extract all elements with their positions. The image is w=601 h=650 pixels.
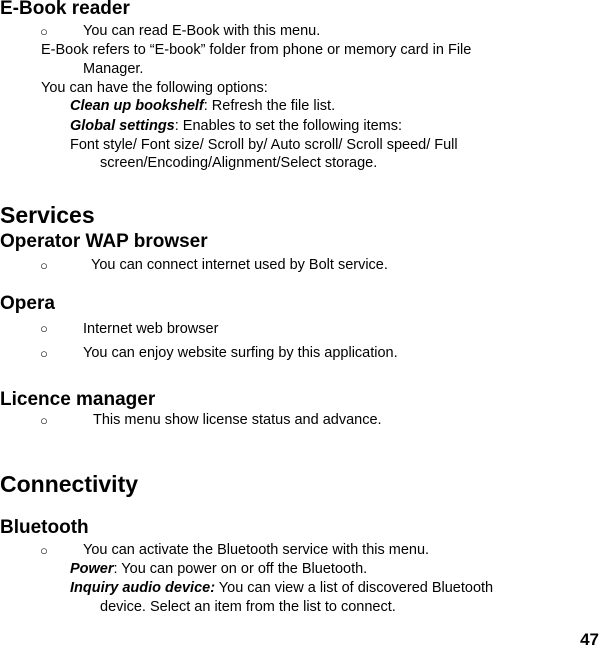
licence-heading: Licence manager xyxy=(0,389,156,410)
bullet-icon: ○ xyxy=(40,258,48,273)
ebook-refers-line1: E-Book refers to “E-book” folder from phone or memory card in File xyxy=(41,42,472,58)
option-text: : Enables to set the following items: xyxy=(174,118,403,134)
opera-heading: Opera xyxy=(0,293,55,314)
option-label: Inquiry audio device: xyxy=(70,580,216,596)
opera-item1: Internet web browser xyxy=(83,321,219,337)
option-text: : Refresh the file list. xyxy=(203,98,336,114)
bullet-icon: ○ xyxy=(40,24,48,39)
ebook-heading: E-Book reader xyxy=(0,0,130,19)
licence-text: This menu show license status and advance. xyxy=(93,412,382,428)
ebook-option-clean-up xyxy=(70,98,335,114)
option-text: : You can power on or off the Bluetooth. xyxy=(113,561,368,577)
ebook-options-intro: You can have the following options: xyxy=(41,80,268,96)
bt-inquiry-option xyxy=(70,580,493,596)
ebook-settings-line2: screen/Encoding/Alignment/Select storage. xyxy=(100,155,378,171)
page-number: 47 xyxy=(580,630,599,649)
bluetooth-heading: Bluetooth xyxy=(0,517,89,538)
wap-heading: Operator WAP browser xyxy=(0,231,208,252)
bt-inquiry-line2: device. Select an item from the list to connect. xyxy=(100,599,396,615)
opera-item2: You can enjoy website surfing by this application. xyxy=(83,345,398,361)
connectivity-heading: Connectivity xyxy=(0,471,139,497)
services-heading: Services xyxy=(0,202,95,228)
ebook-refers-line2: Manager. xyxy=(83,61,144,77)
bt-text: You can activate the Bluetooth service with this menu. xyxy=(83,542,430,558)
ebook-bullet-text: You can read E-Book with this menu. xyxy=(83,23,321,39)
option-label: Global settings xyxy=(70,118,175,134)
ebook-settings-line1: Font style/ Font size/ Scroll by/ Auto scroll/ Scroll speed/ Full xyxy=(70,137,458,153)
ebook-option-global-settings xyxy=(70,118,402,134)
option-label: Clean up bookshelf xyxy=(70,98,204,114)
option-label: Power xyxy=(70,561,114,577)
bt-power-option xyxy=(70,561,367,577)
bullet-icon: ○ xyxy=(40,413,48,428)
option-text: You can view a list of discovered Bluetooth xyxy=(215,580,494,596)
wap-text: You can connect internet used by Bolt service. xyxy=(91,257,388,273)
bullet-icon: ○ xyxy=(40,543,48,558)
bullet-icon: ○ xyxy=(40,346,48,361)
bullet-icon: ○ xyxy=(40,321,48,336)
